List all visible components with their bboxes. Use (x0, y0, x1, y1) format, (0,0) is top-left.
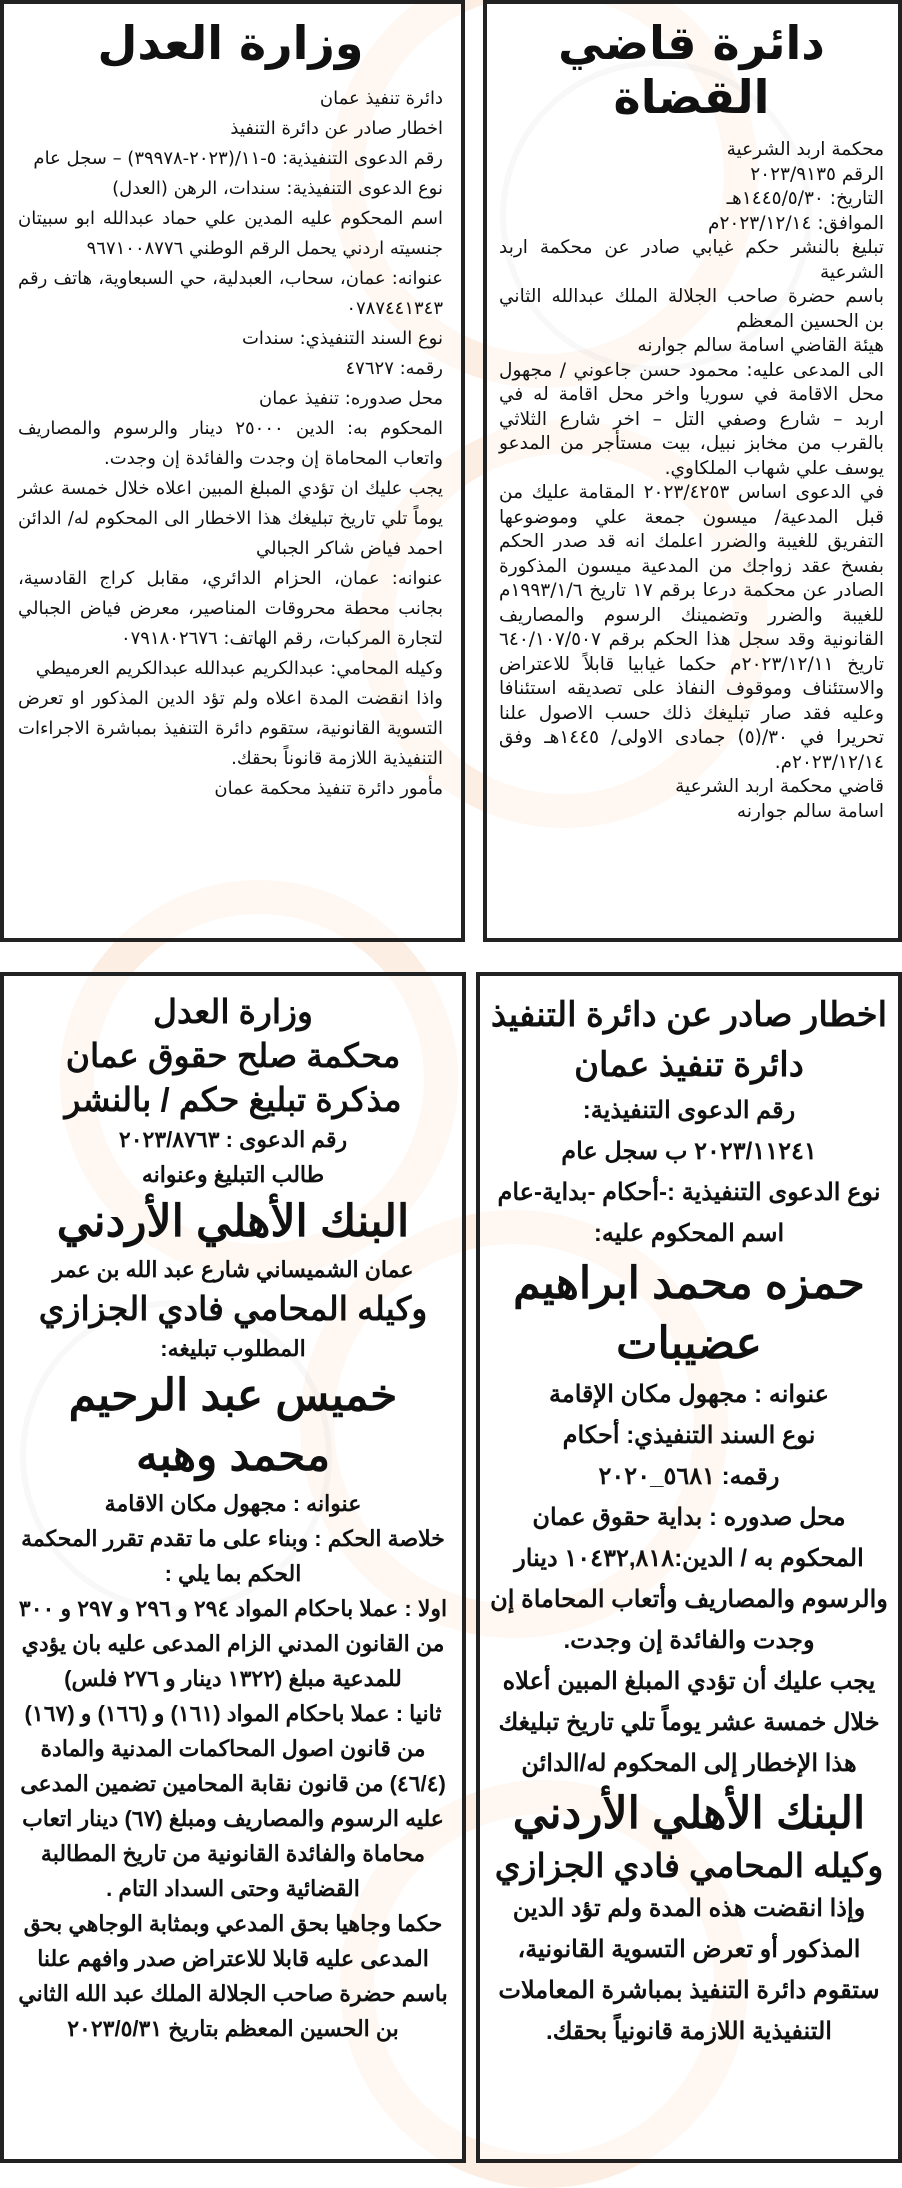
notice-paragraph: الموافق: ٢٠٢٣/١٢/١٤م (708, 212, 884, 234)
notice-body (14, 990, 452, 2046)
notice-line: رقمه: ٥٦٨١_٢٠٢٠ (598, 1463, 780, 1490)
notice-line: وإذا انقضت هذه المدة ولم تؤد الدين المذكور أو تعرض التسوية القانونية، ستقوم دائرة التنفيذ بمباشرة المعاملات التنفيذية اللازمة قانونياً بحقك. (498, 1895, 880, 2045)
notice-court-judgment (0, 972, 466, 2163)
notice-line: محكمة صلح حقوق عمان (65, 1037, 401, 1074)
notice-line: حكما وجاهيا بحق المدعي وبمثابة الوجاهي بحق المدعى عليه قابلا للاعتراض صدر وافهم علنا باسم حضرة صاحب الجلالة الملك عبد الله الثاني بن الحسين المعظم بتاريخ ٢٠٢٣/٥/٣١ (18, 1911, 448, 2041)
notice-line: ثانيا : عملا باحكام المواد (١٦١) و (١٦٦) و (١٦٧) من قانون اصول المحاكمات المدنية والمادة (٤٦/٤) من قانون نقابة المحامين تضمين المدعى عليه الرسوم والمصاريف ومبلغ (٦٧) دينار اتعاب محاماة والفائدة القانونية من تاريخ المطالبة القضائية وحتى السداد التام . (20, 1701, 446, 1901)
notice-paragraph: رقم الدعوى التنفيذية: ٥-١١/(٢٠٢٣-٣٩٩٧٨) – سجل عام (33, 148, 443, 169)
notice-line: ٢٠٢٣/١١٢٤١ ب سجل عام (561, 1138, 817, 1165)
notice-paragraph: دائرة تنفيذ عمان (319, 88, 443, 109)
notice-paragraph: هيئة القاضي اسامة سالم جوارنه (637, 335, 884, 356)
notice-line: وزارة العدل (153, 993, 313, 1030)
notice-paragraph: محكمة اربد الشرعية (726, 139, 884, 160)
notice-line: عنوانه : مجهول مكان الإقامة (549, 1381, 829, 1408)
notice-line: رقم الدعوى : ٢٠٢٣/٨٧٦٣ (118, 1127, 348, 1152)
notice-title: وزارة العدل (97, 16, 364, 70)
notice-paragraph: رقمه: ٤٧٦٢٧ (345, 358, 443, 379)
notice-paragraph: يجب عليك ان تؤدي المبلغ المبين اعلاه خلال خمسة عشر يوماً تلي تاريخ تبليغك هذا الاخطار الى المحكوم له/ الدائن احمد فياض شاكر الجبالي (18, 478, 443, 559)
notice-name-heading: حمزه محمد ابراهيم عضيبات (513, 1259, 865, 1368)
notice-paragraph: اخطار صادر عن دائرة التنفيذ (230, 118, 443, 139)
notice-line: عنوانه : مجهول مكان الاقامة (104, 1491, 362, 1516)
notice-line: وكيله المحامي فادي الجزازي (38, 1290, 428, 1327)
notice-line: اولا : عملا باحكام المواد ٢٩٤ و ٢٩٦ و ٢٩٧ و ٣٠٠ من القانون المدني الزام المدعى عليه بان يؤدي للمدعية مبلغ (١٣٢٢ دينار و ٢٧٦ فلس) (18, 1596, 448, 1691)
notice-line: المطلوب تبليغه: (160, 1336, 306, 1361)
notice-paragraph: المحكوم به: الدين ٢٥٠٠٠ دينار والرسوم والمصاريف واتعاب المحاماة إن وجدت والفائدة إن وجدت. (18, 418, 443, 469)
notice-line: محل صدوره : بداية حقوق عمان (532, 1504, 846, 1531)
notice-paragraph: وكيله المحامي: عبدالكريم عبدالله عبدالكريم العرميطي (35, 658, 443, 679)
notice-line: طالب التبليغ وعنوانه (141, 1162, 325, 1187)
notice-paragraph: تبليغ بالنشر حكم غيابي صادر عن محكمة اربد الشرعية (499, 237, 884, 283)
notice-paragraph: نوع الدعوى التنفيذية: سندات، الرهن (العدل) (112, 178, 443, 199)
notice-paragraph: واذا انقضت المدة اعلاه ولم تؤد الدين المذكور او تعرض التسوية القانونية، ستقوم دائرة التنفيذ بمباشرة الاجراءات التنفيذية اللازمة قانوناً بحقك. (18, 688, 443, 769)
notice-paragraph: محل صدوره: تنفيذ عمان (259, 388, 443, 409)
notice-paragraph: اسامة سالم جوارنه (736, 800, 884, 822)
notice-paragraph: قاضي محكمة اربد الشرعية (675, 776, 884, 797)
notice-line: خلاصة الحكم : وبناء على ما تقدم تقرر المحكمة الحكم بما يلي : (21, 1526, 445, 1586)
notice-paragraph: في الدعوى اساس ٢٠٢٣/٤٢٥٣ المقامة عليك من قبل المدعية/ ميسون جمعة علي وموضوعها التفريق للغيبة والضرر اعلمك انه قد صدر الحكم بفسخ عقد زواجك من المدعية ميسون المذكورة الصادر عن محكمة درعا برقم ١٧ تاريخ ١٩٩٣/١/٦م للغيبة والضرر وتضمينك الرسوم والمصاريف القانونية وقد سجل هذا الحكم برقم ٦٤٠/١٠٧/٥٠٧ تاريخ ٢٠٢٣/١٢/١١م حكما غيابيا قابلاً للاعتراض والاستئناف وموقوف النفاذ على تصديقه استئنافا وعليه فقد صار تبليغك ذلك حسب الاصول علنا تحريرا في ٣٠/(٥) جمادى الاولى/ ١٤٤٥هـ وفق ٢٠٢٣/١٢/١٤م. (499, 482, 884, 773)
notice-paragraph: اسم المحكوم عليه المدين علي حماد عبدالله ابو سبيتان جنسيته اردني يحمل الرقم الوطني ٩٦٧١٠٠٨٧٧٦ (18, 208, 443, 259)
notice-paragraph: عنوانه: عمان، الحزام الدائري، مقابل كراج القادسية، بجانب محطة محروقات المناصير، معرض فياض الجبالي لتجارة المركبات، رقم الهاتف: ٠٧٩١٨٠٢٦٧٦ (18, 568, 443, 649)
notice-line: مذكرة تبليغ حكم / بالنشر (64, 1081, 402, 1118)
notice-body (18, 84, 443, 804)
notice-sharia-court (483, 0, 902, 942)
notice-body (488, 990, 890, 2052)
notice-name-heading: البنك الأهلي الأردني (56, 1197, 410, 1246)
notice-line: دائرة تنفيذ عمان (574, 1046, 804, 1084)
notice-paragraph: التاريخ: ١٤٤٥/٥/٣٠هـ (726, 188, 884, 209)
notice-paragraph: باسم حضرة صاحب الجلالة الملك عبدالله الثاني بن الحسين المعظم (499, 286, 884, 332)
notice-ministry-justice (0, 0, 465, 942)
notice-paragraph: مأمور دائرة تنفيذ محكمة عمان (214, 778, 443, 799)
notice-line: رقم الدعوى التنفيذية: (582, 1097, 796, 1124)
notice-paragraph: عنوانه: عمان، سحاب، العبدلية، حي السبعاوية، هاتف رقم ٠٧٨٧٤٤١٣٤٣ (18, 268, 443, 319)
notice-execution-department (476, 972, 902, 2163)
notice-title: دائرة قاضي القضاة (558, 16, 825, 124)
notice-line: نوع السند التنفيذي: أحكام (562, 1422, 816, 1449)
notice-paragraph: الى المدعى عليه: محمود حسن جاعوني / مجهول محل الاقامة في سوريا واخر محل اقامة له في اربد – شارع وصفي التل – اخر شارع الثلاثي بالقرب من مخابز نبيل، بيت مستأجر من المدعو يوسف علي شهاب الملكاوي. (499, 359, 884, 479)
notice-line: وكيله المحامي فادي الجزازي (494, 1847, 884, 1884)
notice-line: المحكوم به / الدين:١٠٤٣٢,٨١٨ دينار والرسوم والمصاريف وأتعاب المحاماة إن وجدت والفائدة إن وجدت. (490, 1545, 888, 1654)
notice-paragraph: نوع السند التنفيذي: سندات (241, 328, 443, 349)
notice-line: يجب عليك أن تؤدي المبلغ المبين أعلاه خلال خمسة عشر يوماً تلي تاريخ تبليغك هذا الإخطار إلى المحكوم له/الدائن (498, 1668, 880, 1777)
notice-name-heading: البنك الأهلي الأردني (512, 1789, 866, 1838)
notice-body (499, 138, 884, 824)
notice-line: اخطار صادر عن دائرة التنفيذ (490, 996, 888, 1034)
notice-paragraph: الرقم ٢٠٢٣/٩١٣٥ (750, 163, 884, 185)
notice-line: عمان الشميساني شارع عبد الله بن عمر (52, 1257, 414, 1282)
notice-line: اسم المحكوم عليه: (593, 1220, 785, 1247)
notice-name-heading: خميس عبد الرحيم محمد وهبه (68, 1371, 398, 1480)
notice-line: نوع الدعوى التنفيذية :-أحكام -بداية-عام (497, 1179, 881, 1206)
